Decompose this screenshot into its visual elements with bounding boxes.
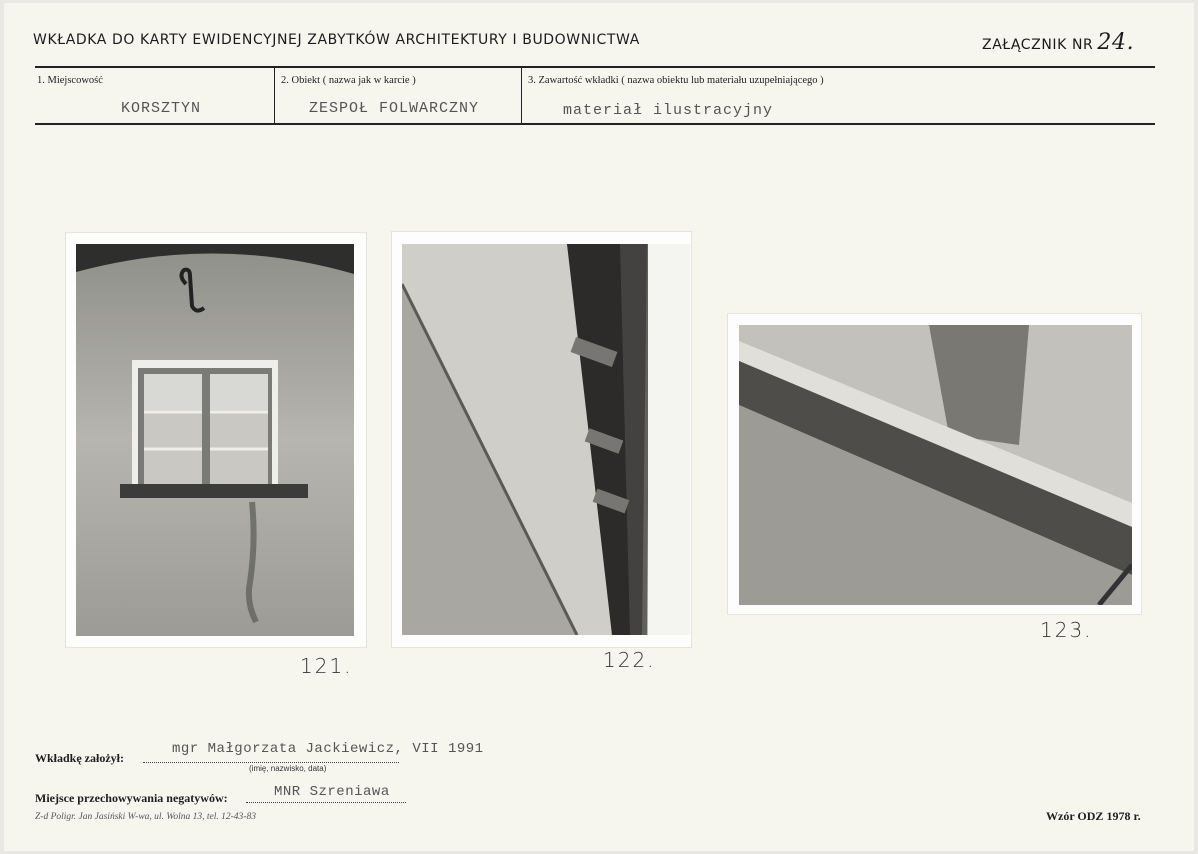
storage-value: MNR Szreniawa xyxy=(274,784,390,800)
locality-value: KORSZTYN xyxy=(121,100,202,117)
field-divider-1 xyxy=(274,67,275,124)
photo-123-wall-base xyxy=(739,325,1132,605)
header-top-rule xyxy=(35,66,1155,68)
creator-label: Wkładkę założył: xyxy=(35,751,124,765)
content-label: 3. Zawartość wkładki ( nazwa obiektu lub materiału uzupełniającego ) xyxy=(528,75,824,86)
storage-label: Miejsce przechowywania negatywów: xyxy=(35,791,228,805)
object-value: ZESPOŁ FOLWARCZNY xyxy=(309,100,480,117)
field-divider-2 xyxy=(521,67,522,124)
photo-number-121: 121. xyxy=(300,654,353,678)
printer-imprint: Z-d Poligr. Jan Jasiński W-wa, ul. Wolna 13, tel. 12-43-83 xyxy=(35,812,256,822)
creator-value: mgr Małgorzata Jackiewicz, VII 1991 xyxy=(172,741,484,757)
photo-122-eaves xyxy=(402,244,690,635)
content-value: materiał ilustracyjny xyxy=(563,102,774,119)
annex-number xyxy=(982,30,1134,55)
header-bottom-rule xyxy=(35,123,1155,125)
storage-dotted-line xyxy=(246,802,406,803)
creator-dotted-line xyxy=(143,762,399,763)
annex-label: ZAŁĄCZNIK NR xyxy=(982,37,1094,53)
photo-121-window xyxy=(76,244,354,636)
form-identifier: Wzór ODZ 1978 r. xyxy=(1046,809,1141,823)
photo-number-122: 122. xyxy=(603,648,656,672)
object-label: 2. Obiekt ( nazwa jak w karcie ) xyxy=(281,75,416,86)
creator-hint: (imię, nazwisko, data) xyxy=(249,764,327,773)
annex-handwritten-number: 24. xyxy=(1097,30,1135,55)
document-title: WKŁADKA DO KARTY EWIDENCYJNEJ ZABYTKÓW ARCHITEKTURY I BUDOWNICTWA xyxy=(33,32,640,48)
photo-number-123: 123. xyxy=(1040,618,1093,642)
locality-label: 1. Miejscowość xyxy=(37,75,103,86)
